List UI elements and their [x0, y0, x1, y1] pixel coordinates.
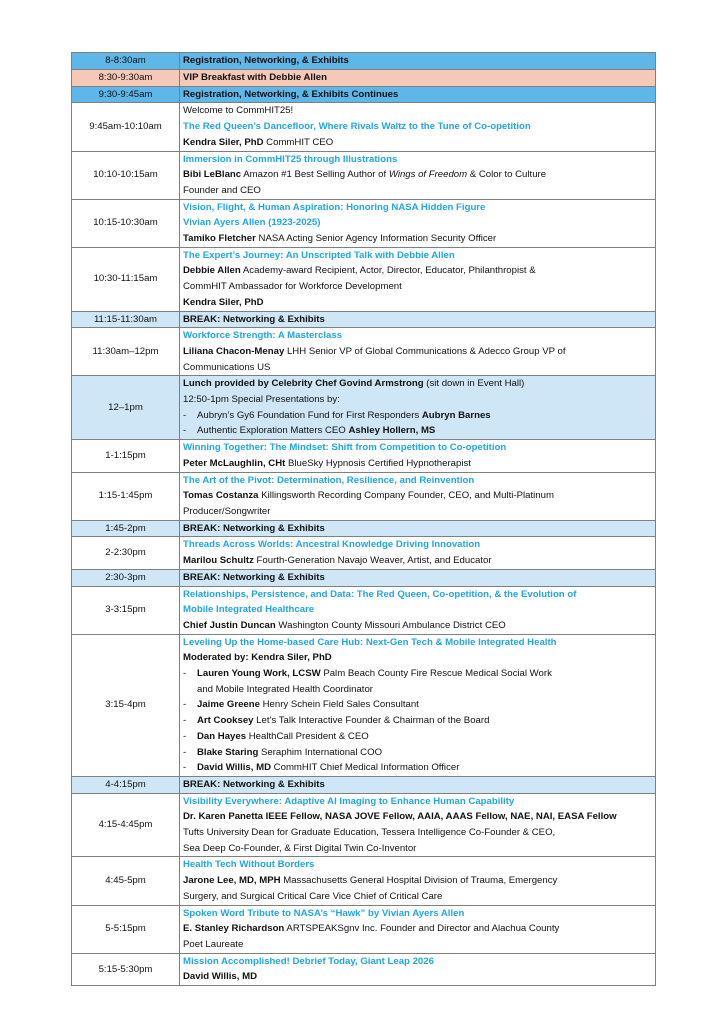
- session-title: BREAK: Networking & Exhibits: [180, 311, 656, 328]
- speaker-role: Tufts University Dean for Graduate Education, Tessera Intelligence Co-Founder & CEO,: [183, 827, 556, 839]
- session-title: The Red Queen’s Dancefloor, Where Rivals Waltz to the Tune of Co-opetition: [183, 121, 531, 133]
- time-cell: 11:15-11:30am: [72, 311, 180, 328]
- speaker-line: [183, 135, 655, 151]
- speaker-name: Debbie Allen: [183, 265, 241, 277]
- dash-bullet: -: [183, 746, 187, 758]
- session-title: BREAK: Networking & Exhibits: [180, 520, 656, 537]
- time-cell: 2:30-3pm: [72, 569, 180, 586]
- speaker-line: [183, 167, 655, 183]
- time-cell: 5-5:15pm: [72, 905, 180, 953]
- time-cell: 1:15-1:45pm: [72, 472, 180, 520]
- agenda-row: [72, 586, 656, 634]
- speaker-name: Jarone Lee, MD, MPH: [183, 875, 281, 887]
- time-cell: 9:30-9:45am: [72, 86, 180, 103]
- moderator-line: Moderated by: Kendra Siler, PhD: [183, 652, 332, 664]
- speaker-role: Amazon #1 Best Selling Author of: [241, 169, 389, 181]
- speaker-role: Massachusetts General Hospital Division of Trauma, Emergency: [280, 875, 558, 887]
- speaker-role: NASA Acting Senior Agency Information Security Officer: [255, 233, 497, 245]
- speaker-role: & Color to Culture: [467, 169, 547, 181]
- session-title: Vivian Ayers Allen (1923-2025): [183, 217, 321, 229]
- session-title: Leveling Up the Home-based Care Hub: Next-Gen Tech & Mobile Integrated Health: [183, 636, 557, 648]
- dash-bullet: -: [183, 425, 187, 437]
- item-name: Ashley Hollern, MS: [348, 425, 436, 437]
- session-title: Threads Across Worlds: Ancestral Knowledge Driving Innovation: [183, 539, 481, 551]
- speaker-name: Kendra Siler, PhD: [183, 296, 264, 308]
- speaker-name: Chief Justin Duncan: [183, 619, 276, 631]
- lunch-line: [183, 376, 655, 392]
- session-cell: [180, 586, 656, 634]
- agenda-row: [72, 247, 656, 311]
- agenda-row: [72, 857, 656, 905]
- speaker-line: [183, 263, 655, 279]
- time-cell: 4:15-4:45pm: [72, 793, 180, 857]
- time-cell: 8-8:30am: [72, 53, 180, 70]
- time-cell: 2-2:30pm: [72, 537, 180, 569]
- speaker-role: CommHIT Ambassador for Workforce Development: [183, 281, 402, 293]
- time-cell: 10:10-10:15am: [72, 151, 180, 199]
- dash-bullet: -: [183, 762, 187, 774]
- session-title: Spoken Word Tribute to NASA’s “Hawk” by Vivian Ayers Allen: [183, 907, 465, 919]
- session-title: Mission Accomplished! Debrief Today, Giant Leap 2026: [183, 955, 434, 967]
- time-cell: 5:15-5:30pm: [72, 953, 180, 985]
- speaker-line: [183, 873, 655, 889]
- speaker-name: Kendra Siler, PhD: [183, 136, 264, 148]
- agenda-row: [72, 472, 656, 520]
- list-item: [183, 666, 655, 682]
- time-cell: 1-1:15pm: [72, 440, 180, 472]
- agenda-row: [72, 103, 656, 151]
- lunch-note: (sit down in Event Hall): [423, 378, 525, 390]
- speaker-name: Tamiko Fletcher: [183, 233, 256, 245]
- dash-bullet: -: [183, 715, 187, 727]
- panelist-name: Art Cooksey: [197, 715, 254, 727]
- panelist-name: Blake Staring: [197, 746, 259, 758]
- session-title: Immersion in CommHIT25 through Illustrations: [183, 153, 398, 165]
- session-cell: [180, 857, 656, 905]
- session-title: Registration, Networking, & Exhibits Continues: [180, 86, 656, 103]
- session-cell: [180, 793, 656, 857]
- session-cell: [180, 328, 656, 376]
- book-title: Wings of Freedom: [388, 169, 468, 181]
- item-text: Aubryn’s Gy6 Foundation Fund for First Responders: [197, 409, 422, 421]
- session-title: Workforce Strength: A Masterclass: [183, 330, 343, 342]
- panelist-role: Seraphim International COO: [258, 746, 383, 758]
- agenda-row: [72, 376, 656, 440]
- panelist-name: David Willis, MD: [197, 762, 272, 774]
- speaker-role: Fourth-Generation Navajo Weaver, Artist, and Educator: [253, 555, 492, 567]
- item-text: Authentic Exploration Matters CEO: [197, 425, 349, 437]
- agenda-row: [72, 793, 656, 857]
- agenda-row: [72, 440, 656, 472]
- agenda-row: [72, 328, 656, 376]
- speaker-line: [183, 921, 655, 937]
- time-cell: 8:30-9:30am: [72, 70, 180, 87]
- speaker-name: Bibi LeBlanc: [183, 169, 242, 181]
- speaker-name: Liliana Chacon-Menay: [183, 345, 285, 357]
- session-cell: [180, 103, 656, 151]
- speaker-role: Producer/Songwriter: [183, 505, 271, 517]
- speaker-name: E. Stanley Richardson: [183, 923, 285, 935]
- speaker-line: [183, 456, 655, 472]
- agenda-row: [72, 86, 656, 103]
- dash-bullet: -: [183, 730, 187, 742]
- speaker-role: Founder and CEO: [183, 184, 261, 196]
- session-title: BREAK: Networking & Exhibits: [180, 776, 656, 793]
- agenda-row: [72, 634, 656, 776]
- speaker-line: [183, 344, 655, 360]
- speaker-role: Killingsworth Recording Company Founder, CEO, and Multi-Platinum: [258, 490, 554, 502]
- dash-bullet: -: [183, 409, 187, 421]
- session-title: Relationships, Persistence, and Data: The Red Queen, Co-opetition, & the Evolution of: [183, 588, 577, 600]
- welcome-text: Welcome to CommHIT25!: [183, 105, 294, 117]
- speaker-name: David Willis, MD: [183, 971, 258, 983]
- session-title: Registration, Networking, & Exhibits: [180, 53, 656, 70]
- session-cell: [180, 199, 656, 247]
- time-cell: 10:30-11:15am: [72, 247, 180, 311]
- list-item: [183, 745, 655, 761]
- panelist-role: Palm Beach County Fire Rescue Medical Social Work: [320, 668, 552, 680]
- session-title: Visibility Everywhere: Adaptive AI Imaging to Enhance Human Capability: [183, 795, 515, 807]
- speaker-name: Peter McLaughlin, CHt: [183, 457, 286, 469]
- list-item: [183, 729, 655, 745]
- session-cell: [180, 953, 656, 985]
- speaker-role: BlueSky Hypnosis Certified Hypnotherapist: [285, 457, 471, 469]
- time-cell: 9:45am-10:10am: [72, 103, 180, 151]
- speaker-name: Dr. Karen Panetta IEEE Fellow, NASA JOVE Fellow, AAIA, AAAS Fellow, NAE, NAI, EASA Fellow: [183, 811, 617, 823]
- time-cell: 12–1pm: [72, 376, 180, 440]
- agenda-row: [72, 199, 656, 247]
- speaker-line: [183, 618, 655, 634]
- time-cell: 1:45-2pm: [72, 520, 180, 537]
- speaker-role: Communications US: [183, 361, 271, 373]
- speaker-role: ARTSPEAKSgnv Inc. Founder and Director and Alachua County: [284, 923, 560, 935]
- session-title: VIP Breakfast with Debbie Allen: [180, 70, 656, 87]
- session-title: Health Tech Without Borders: [183, 859, 315, 871]
- speaker-name: Marilou Schultz: [183, 555, 254, 567]
- panelist-name: Lauren Young Work, LCSW: [197, 668, 321, 680]
- agenda-row: [72, 537, 656, 569]
- agenda-row: [72, 53, 656, 70]
- session-title: Vision, Flight, & Human Aspiration: Honoring NASA Hidden Figure: [183, 201, 486, 213]
- special-presentations-heading: 12:50-1pm Special Presentations by:: [183, 394, 340, 406]
- agenda-row: [72, 311, 656, 328]
- panelist-role: Henry Schein Field Sales Consultant: [259, 699, 419, 711]
- session-title: The Expert’s Journey: An Unscripted Talk with Debbie Allen: [183, 249, 455, 261]
- agenda-row: [72, 953, 656, 985]
- session-cell: [180, 905, 656, 953]
- session-cell: [180, 634, 656, 776]
- dash-bullet: -: [183, 668, 187, 680]
- speaker-role: Sea Deep Co-Founder, & First Digital Twin Co-Inventor: [183, 842, 417, 854]
- speaker-role: Surgery, and Surgical Critical Care Vice Chief of Critical Care: [183, 890, 443, 902]
- time-cell: 4:45-5pm: [72, 857, 180, 905]
- session-title: BREAK: Networking & Exhibits: [180, 569, 656, 586]
- panelist-role: Let’s Talk Interactive Founder & Chairman of the Board: [253, 715, 490, 727]
- session-cell: [180, 440, 656, 472]
- session-cell: [180, 537, 656, 569]
- session-title: The Art of the Pivot: Determination, Resilience, and Reinvention: [183, 474, 475, 486]
- list-item: [183, 423, 655, 439]
- agenda-row: [72, 520, 656, 537]
- panelist-role: and Mobile Integrated Health Coordinator: [197, 683, 373, 695]
- speaker-line: [183, 231, 655, 247]
- list-item: [183, 713, 655, 729]
- agenda-row: [72, 905, 656, 953]
- time-cell: 3-3:15pm: [72, 586, 180, 634]
- panelist-role: CommHIT Chief Medical Information Officer: [271, 762, 460, 774]
- session-cell: [180, 376, 656, 440]
- lunch-title: Lunch provided by Celebrity Chef Govind Armstrong: [183, 378, 424, 390]
- list-item: [183, 760, 655, 776]
- agenda-row: [72, 569, 656, 586]
- speaker-line: [183, 488, 655, 504]
- time-cell: 10:15-10:30am: [72, 199, 180, 247]
- session-title: Mobile Integrated Healthcare: [183, 604, 315, 616]
- speaker-role: CommHIT CEO: [263, 136, 334, 148]
- session-cell: [180, 472, 656, 520]
- dash-bullet: -: [183, 699, 187, 711]
- panelist-name: Jaime Greene: [197, 699, 260, 711]
- speaker-role: LHH Senior VP of Global Communications & Adecco Group VP of: [284, 345, 566, 357]
- speaker-role: Washington County Missouri Ambulance District CEO: [275, 619, 506, 631]
- speaker-role: Poet Laureate: [183, 938, 244, 950]
- panelist-name: Dan Hayes: [197, 730, 247, 742]
- agenda-row: [72, 151, 656, 199]
- agenda-table: [71, 52, 656, 986]
- time-cell: 11:30am–12pm: [72, 328, 180, 376]
- time-cell: 4-4:15pm: [72, 776, 180, 793]
- time-cell: 3:15-4pm: [72, 634, 180, 776]
- list-item: [183, 408, 655, 424]
- agenda-row: [72, 776, 656, 793]
- speaker-role: Academy-award Recipient, Actor, Director, Educator, Philanthropist &: [240, 265, 536, 277]
- panelist-role: HealthCall President & CEO: [246, 730, 369, 742]
- session-cell: [180, 247, 656, 311]
- item-name: Aubryn Barnes: [421, 409, 491, 421]
- list-item: [183, 697, 655, 713]
- agenda-row: [72, 70, 656, 87]
- session-cell: [180, 151, 656, 199]
- speaker-line: [183, 553, 655, 569]
- session-title: Winning Together: The Mindset: Shift from Competition to Co-opetition: [183, 442, 507, 454]
- speaker-name: Tomas Costanza: [183, 490, 259, 502]
